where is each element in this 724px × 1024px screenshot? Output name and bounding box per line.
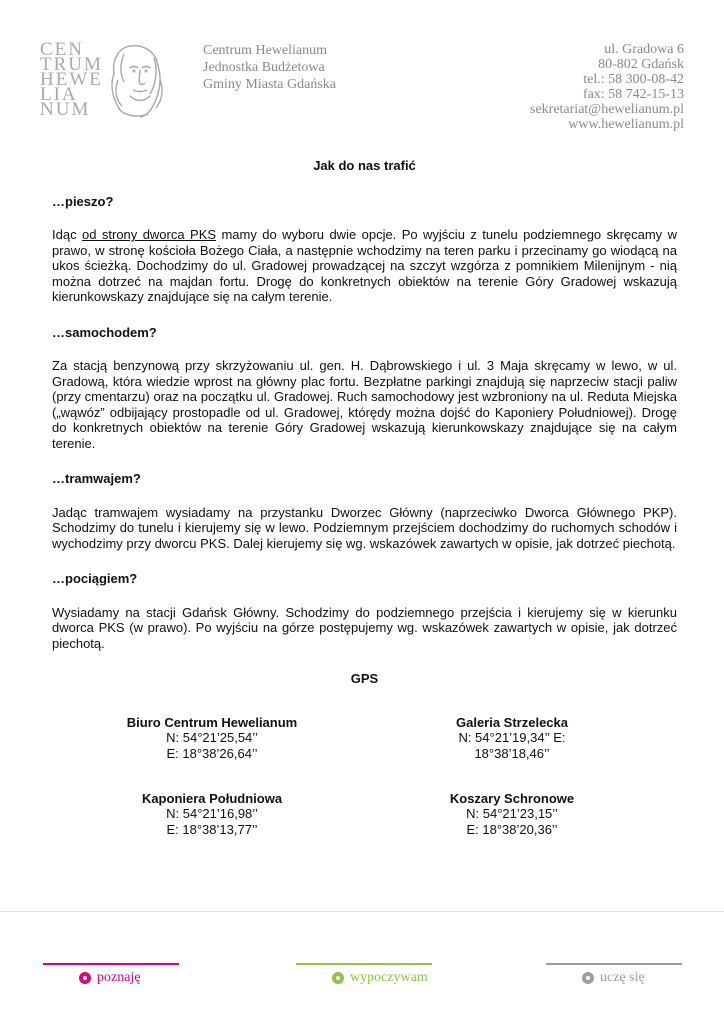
longitude: E: 18°38’26,64’’ (166, 745, 258, 761)
section-heading-tram: …tramwajem? (52, 471, 141, 486)
nav-underline (43, 963, 179, 965)
logo (40, 40, 172, 118)
section-heading-train: …pociągiem? (52, 571, 138, 586)
logo-letters-5: NUM (40, 99, 91, 120)
org-line: Centrum Hewelianum (203, 43, 328, 58)
org-line: Gminy Miasta Gdańska (203, 77, 336, 92)
organization-name (203, 42, 336, 93)
document-body (52, 158, 677, 845)
gps-location (102, 791, 322, 838)
text-fragment: mamy do wyboru dwie opcje. Po wyjściu z tunelu podziemnego skręcamy w prawo, w stronę kościoła Bożego Ciała, a następnie wchodzimy na teren parku i przecinamy go wiodącą na ukos ścieżką. Dochodzimy do ul. Gradowej prowadzącej na szczyt wzgórza z pomnikiem Milenijnym - nią można dotrzeć na majdan fortu. Drogę do konkretnych obiektów na terenie Góry Gradowej wskazują kierunkowskazy znajdujące się na całym terenie. (52, 227, 677, 304)
pks-station-link[interactable]: od strony dworca PKS (82, 227, 217, 242)
logo-letters-3: HEWE (40, 69, 103, 90)
email-link[interactable]: sekretariat@hewelianum.pl (530, 102, 684, 117)
section-heading-walk: …pieszo? (52, 193, 114, 209)
location-name: Biuro Centrum Hewelianum (126, 714, 298, 730)
gps-location (412, 791, 612, 838)
circle-bullet-icon (582, 972, 594, 984)
logo-letters-1: CEN (40, 39, 84, 60)
footer-nav-poznaje[interactable] (43, 963, 179, 987)
section-heading-car: …samochodem? (52, 324, 157, 340)
footer-nav-wypoczywam[interactable] (296, 963, 432, 987)
latitude: N: 54°21’25,54’’ (166, 730, 258, 745)
gps-location (102, 715, 322, 762)
address-postal: 80-802 Gdańsk (598, 57, 684, 72)
org-line: Jednostka Budżetowa (203, 60, 325, 75)
gps-locations (52, 715, 677, 845)
location-name: Koszary Schronowe (449, 790, 575, 806)
nav-underline (296, 963, 432, 965)
page-title: Jak do nas trafić (313, 158, 416, 173)
nav-link-wypoczywam[interactable] (296, 969, 432, 987)
nav-label: wypoczywam (350, 970, 428, 985)
logo-letters-4: LIA (40, 84, 78, 105)
longitude: E: 18°38’20,36’’ (466, 821, 558, 837)
nav-link-poznaje[interactable] (43, 969, 179, 987)
footer-nav-ucze-sie[interactable] (546, 963, 682, 987)
location-name: Galeria Strzelecka (455, 714, 569, 730)
gps-heading: GPS (350, 671, 379, 686)
circle-bullet-icon (79, 972, 91, 984)
longitude: E: 18°38’13,77’’ (166, 821, 258, 837)
website-link[interactable]: www.hewelianum.pl (568, 117, 684, 132)
section-text-train: Wysiadamy na stacji Gdańsk Główny. Schodzimy do podziemnego przejścia i kierujemy się w kierunku dworca PKS (w prawo). Po wyjściu na górze postępujemy wg. wskazówek zawartych w opisie, jak dotrzeć piechotą. (52, 604, 677, 651)
text-fragment: Idąc (52, 227, 82, 242)
latitude: N: 54°21’19,34’’ E: (458, 730, 566, 745)
nav-label: uczę się (600, 970, 645, 985)
longitude: 18°38’18,46’’ (474, 745, 550, 761)
address-street: ul. Gradowa 6 (604, 42, 684, 57)
location-name: Kaponiera Południowa (141, 790, 283, 806)
circle-bullet-icon (332, 972, 344, 984)
logo-letters-2: TRUM (40, 54, 103, 75)
contact-block (530, 42, 684, 132)
section-text-tram: Jadąc tramwajem wysiadamy na przystanku Dworzec Główny (naprzeciwko Dworca Głównego PKP). Schodzimy do tunelu i kierujemy się w lewo. Podziemnym przejściem dochodzimy do ruchomych schodów i wychodzimy przy dworcu PKS. Dalej kierujemy się wg. wskazówek zawartych w opisie, jak dotrzeć piechotą. (52, 504, 677, 551)
footer-divider (0, 911, 724, 912)
nav-link-ucze-sie[interactable] (546, 969, 682, 987)
nav-label: poznaję (97, 970, 141, 985)
fax-number: fax: 58 742-15-13 (582, 87, 684, 102)
nav-underline (546, 963, 682, 965)
hevelius-portrait-icon (100, 40, 172, 118)
gps-location (412, 715, 612, 762)
phone-number: tel.: 58 300-08-42 (583, 72, 684, 87)
latitude: N: 54°21’16,98’’ (166, 806, 258, 821)
section-text-car: Za stacją benzynową przy skrzyżowaniu ul. gen. H. Dąbrowskiego i ul. 3 Maja skręcamy w lewo, w ul. Gradową, która wiedzie wprost na główny plac fortu. Bezpłatne parkingi znajdują się naprzeciw stacji paliw (przy cmentarzu) oraz na początku ul. Gradowej. Ruch samochodowy jest wzbroniony na ul. Reduta Miejska („wąwóz” odbijający prostopadle od ul. Gradowej, którędy można dojść do Kaponiery Południowej). Drogę do konkretnych obiektów na terenie Góry Gradowej wskazują kierunkowskazy znajdujące się na całym terenie. (52, 358, 677, 451)
latitude: N: 54°21’23,15’’ (466, 806, 558, 821)
section-text-walk (52, 227, 677, 305)
